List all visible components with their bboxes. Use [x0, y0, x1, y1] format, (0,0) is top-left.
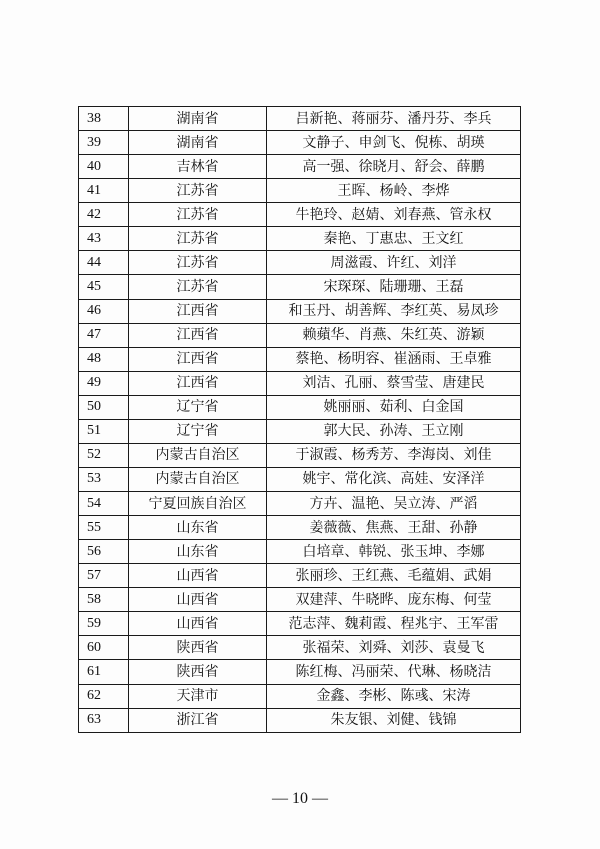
row-number-cell: 50: [79, 395, 129, 419]
names-cell: 和玉丹、胡善辉、李红英、易凤珍: [267, 299, 521, 323]
names-cell: 陈红梅、冯丽荣、代琳、杨晓洁: [267, 660, 521, 684]
table-row: [79, 227, 521, 251]
row-number-cell: 49: [79, 371, 129, 395]
province-cell: 宁夏回族自治区: [129, 492, 267, 516]
names-cell: 姚丽丽、茹利、白金国: [267, 395, 521, 419]
table-row: [79, 419, 521, 443]
row-number-cell: 57: [79, 564, 129, 588]
table-row: [79, 564, 521, 588]
row-number-cell: 59: [79, 612, 129, 636]
province-cell: 浙江省: [129, 708, 267, 732]
province-cell: 山东省: [129, 516, 267, 540]
table-row: [79, 395, 521, 419]
province-cell: 陕西省: [129, 660, 267, 684]
names-cell: 姚宇、常化滨、高娃、安泽洋: [267, 467, 521, 491]
names-cell: 方卉、温艳、吴立涛、严滔: [267, 492, 521, 516]
row-number-cell: 56: [79, 540, 129, 564]
names-cell: 文静子、申剑飞、倪栋、胡瑛: [267, 131, 521, 155]
province-cell: 山西省: [129, 588, 267, 612]
province-cell: 江西省: [129, 323, 267, 347]
table-row: [79, 636, 521, 660]
province-cell: 江苏省: [129, 227, 267, 251]
row-number-cell: 42: [79, 203, 129, 227]
roster-table-body: [79, 107, 521, 733]
names-cell: 白培章、韩锐、张玉坤、李娜: [267, 540, 521, 564]
table-row: [79, 588, 521, 612]
roster-table: [78, 106, 521, 733]
row-number-cell: 38: [79, 107, 129, 131]
province-cell: 江苏省: [129, 179, 267, 203]
row-number-cell: 48: [79, 347, 129, 371]
row-number-cell: 45: [79, 275, 129, 299]
names-cell: 张丽珍、王红燕、毛蕴娟、武娟: [267, 564, 521, 588]
province-cell: 江西省: [129, 299, 267, 323]
names-cell: 蔡艳、杨明容、崔涵雨、王卓雅: [267, 347, 521, 371]
names-cell: 郭大民、孙涛、王立刚: [267, 419, 521, 443]
province-cell: 辽宁省: [129, 395, 267, 419]
row-number-cell: 46: [79, 299, 129, 323]
row-number-cell: 40: [79, 155, 129, 179]
names-cell: 刘洁、孔丽、蔡雪莹、唐建民: [267, 371, 521, 395]
row-number-cell: 41: [79, 179, 129, 203]
names-cell: 范志萍、魏莉霞、程兆宇、王军雷: [267, 612, 521, 636]
names-cell: 姜薇薇、焦燕、王甜、孙静: [267, 516, 521, 540]
names-cell: 王晖、杨岭、李烨: [267, 179, 521, 203]
province-cell: 山西省: [129, 564, 267, 588]
row-number-cell: 60: [79, 636, 129, 660]
province-cell: 江西省: [129, 347, 267, 371]
province-cell: 湖南省: [129, 131, 267, 155]
names-cell: 高一强、徐晓月、舒会、薛鹏: [267, 155, 521, 179]
table-row: [79, 131, 521, 155]
names-cell: 双建萍、牛晓晔、庞东梅、何莹: [267, 588, 521, 612]
row-number-cell: 44: [79, 251, 129, 275]
table-row: [79, 684, 521, 708]
table-row: [79, 107, 521, 131]
province-cell: 内蒙古自治区: [129, 443, 267, 467]
table-row: [79, 155, 521, 179]
province-cell: 山西省: [129, 612, 267, 636]
province-cell: 吉林省: [129, 155, 267, 179]
names-cell: 秦艳、丁惠忠、王文红: [267, 227, 521, 251]
page-number: — 10 —: [272, 790, 328, 807]
names-cell: 吕新艳、蒋丽芬、潘丹芬、李兵: [267, 107, 521, 131]
table-row: [79, 612, 521, 636]
row-number-cell: 53: [79, 467, 129, 491]
row-number-cell: 43: [79, 227, 129, 251]
table-row: [79, 371, 521, 395]
row-number-cell: 63: [79, 708, 129, 732]
names-cell: 赖蘋华、肖燕、朱红英、游颖: [267, 323, 521, 347]
table-row: [79, 708, 521, 732]
province-cell: 辽宁省: [129, 419, 267, 443]
table-row: [79, 516, 521, 540]
table-row: [79, 275, 521, 299]
table-row: [79, 540, 521, 564]
row-number-cell: 61: [79, 660, 129, 684]
province-cell: 江苏省: [129, 275, 267, 299]
table-row: [79, 179, 521, 203]
names-cell: 于淑霞、杨秀芳、李海岗、刘佳: [267, 443, 521, 467]
province-cell: 天津市: [129, 684, 267, 708]
names-cell: 朱友银、刘健、钱锦: [267, 708, 521, 732]
table-row: [79, 299, 521, 323]
table-row: [79, 203, 521, 227]
province-cell: 山东省: [129, 540, 267, 564]
table-row: [79, 467, 521, 491]
province-cell: 内蒙古自治区: [129, 467, 267, 491]
table-row: [79, 443, 521, 467]
table-row: [79, 251, 521, 275]
names-cell: 宋琛琛、陆珊珊、王磊: [267, 275, 521, 299]
row-number-cell: 47: [79, 323, 129, 347]
province-cell: 江苏省: [129, 203, 267, 227]
table-row: [79, 660, 521, 684]
names-cell: 牛艳玲、赵婧、刘春燕、管永权: [267, 203, 521, 227]
table-row: [79, 492, 521, 516]
row-number-cell: 62: [79, 684, 129, 708]
names-cell: 张福荣、刘舜、刘莎、袁曼飞: [267, 636, 521, 660]
names-cell: 金鑫、李彬、陈彧、宋涛: [267, 684, 521, 708]
row-number-cell: 52: [79, 443, 129, 467]
row-number-cell: 58: [79, 588, 129, 612]
table-row: [79, 323, 521, 347]
province-cell: 湖南省: [129, 107, 267, 131]
table-row: [79, 347, 521, 371]
row-number-cell: 39: [79, 131, 129, 155]
row-number-cell: 51: [79, 419, 129, 443]
names-cell: 周滋霞、许红、刘洋: [267, 251, 521, 275]
province-cell: 江西省: [129, 371, 267, 395]
province-cell: 陕西省: [129, 636, 267, 660]
row-number-cell: 54: [79, 492, 129, 516]
row-number-cell: 55: [79, 516, 129, 540]
province-cell: 江苏省: [129, 251, 267, 275]
